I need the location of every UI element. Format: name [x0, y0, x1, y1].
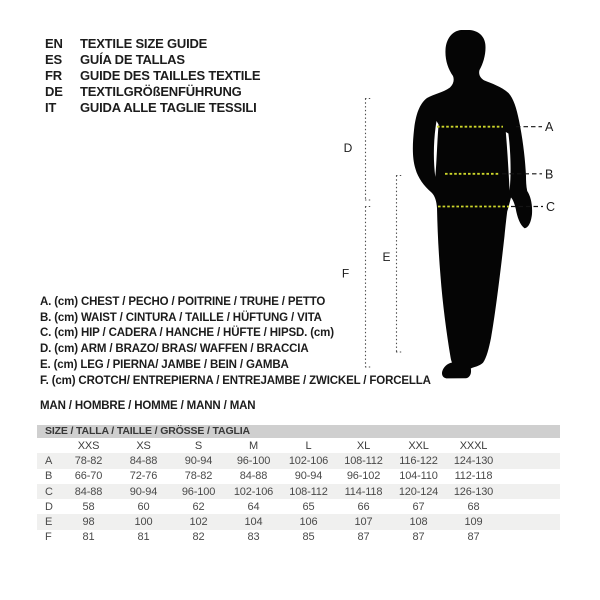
language-code: IT: [45, 100, 57, 115]
cell-e-xxs: 98: [82, 516, 95, 529]
cell-c-l: 108-112: [289, 485, 328, 498]
cell-b-m: 84-88: [239, 470, 268, 483]
cell-e-xxl: 108: [409, 516, 428, 529]
cell-f-xxl: 87: [412, 531, 425, 544]
cell-b-xxs: 66-70: [74, 470, 103, 483]
cell-c-xxs: 84-88: [74, 485, 103, 498]
measure-line-e: E. (cm) LEG / PIERNA/ JAMBE / BEIN / GAMBA: [40, 358, 289, 371]
col-header-l: L: [305, 439, 312, 452]
measure-line-d: D. (cm) ARM / BRAZO/ BRAS/ WAFFEN / BRACCIA: [40, 343, 309, 356]
cell-a-s: 90-94: [184, 454, 213, 467]
language-code: ES: [45, 52, 62, 67]
cell-a-xxs: 78-82: [74, 454, 103, 467]
language-row-it: [45, 100, 260, 116]
row-label: C: [45, 485, 53, 498]
cell-b-xs: 72-76: [129, 470, 158, 483]
col-header-xxxl: XXXL: [459, 439, 488, 452]
dimension-lines: [365, 99, 403, 368]
table-row-d: [37, 499, 560, 514]
col-header-xl: XL: [356, 439, 371, 452]
cell-f-m: 83: [247, 531, 260, 544]
cell-f-xs: 81: [137, 531, 150, 544]
language-row-fr: [45, 68, 260, 84]
language-row-de: [45, 84, 260, 100]
col-header-s: S: [194, 439, 203, 452]
language-title: TEXTILE SIZE GUIDE: [80, 36, 208, 51]
cell-d-xxl: 67: [412, 500, 425, 513]
size-table-title: SIZE / TALLA / TAILLE / GRÖSSE / TAGLIA: [37, 425, 560, 438]
size-table: [37, 425, 560, 545]
cell-b-xxxl: 112-118: [454, 470, 493, 483]
table-row-b: [37, 469, 560, 484]
label-arm-d: D: [343, 141, 353, 155]
measure-line-a: A. (cm) CHEST / PECHO / POITRINE / TRUHE / PETTO: [40, 296, 326, 308]
row-label: A: [45, 454, 53, 467]
label-chest-a: A: [545, 120, 554, 134]
language-row-es: [45, 52, 260, 68]
cell-a-xxxl: 124-130: [453, 454, 494, 467]
row-label: F: [45, 531, 52, 544]
cell-e-xxxl: 109: [464, 516, 483, 529]
cell-e-xs: 100: [134, 516, 153, 529]
language-list: [45, 36, 260, 116]
size-table-column-headers: [37, 438, 560, 453]
cell-e-m: 104: [244, 516, 263, 529]
cell-a-xxl: 116-122: [399, 454, 438, 467]
row-label: B: [45, 470, 53, 483]
cell-f-xxxl: 87: [467, 531, 480, 544]
gender-line: MAN / HOMBRE / HOMME / MANN / MAN: [40, 400, 256, 412]
cell-d-l: 65: [302, 500, 315, 513]
label-crotch-f: F: [341, 266, 350, 281]
language-code: DE: [45, 84, 63, 99]
cell-b-l: 90-94: [294, 470, 323, 483]
cell-c-xs: 90-94: [129, 485, 158, 498]
cell-a-xs: 84-88: [129, 454, 158, 467]
language-title: GUIDE DES TAILLES TEXTILE: [80, 68, 261, 83]
cell-e-l: 106: [299, 516, 318, 529]
measure-line-b: B. (cm) WAIST / CINTURA / TAILLE / HÜFTUNG / VITA: [40, 311, 322, 324]
col-header-xxl: XXL: [408, 439, 429, 452]
row-label: D: [45, 500, 53, 513]
cell-f-xl: 87: [357, 531, 370, 544]
table-row-e: [37, 514, 560, 529]
language-title: GUIDA ALLE TAGLIE TESSILI: [80, 100, 257, 115]
col-header-xxs: XXS: [77, 439, 100, 452]
cell-e-s: 102: [189, 516, 208, 529]
col-header-xs: XS: [136, 439, 151, 452]
cell-d-xl: 66: [357, 500, 370, 513]
row-label: E: [45, 516, 53, 529]
language-code: FR: [45, 68, 62, 83]
cell-d-xxs: 58: [82, 500, 95, 513]
cell-f-xxs: 81: [82, 531, 95, 544]
label-leg-e: E: [382, 250, 391, 264]
cell-c-xxxl: 126-130: [453, 485, 494, 498]
cell-c-m: 102-106: [233, 485, 274, 498]
cell-a-xl: 108-112: [344, 454, 383, 467]
cell-b-xl: 96-102: [346, 470, 381, 483]
cell-a-l: 102-106: [288, 454, 329, 467]
table-row-a: [37, 453, 560, 468]
cell-f-s: 82: [192, 531, 205, 544]
cell-a-m: 96-100: [236, 454, 271, 467]
measure-line-c: C. (cm) HIP / CADERA / HANCHE / HÜFTE / HIPSD. (cm): [40, 327, 334, 340]
label-hip-c: C: [546, 200, 556, 214]
language-title: GUÍA DE TALLAS: [80, 52, 185, 67]
cell-f-l: 85: [302, 531, 315, 544]
cell-c-xl: 114-118: [344, 485, 383, 498]
cell-b-xxl: 104-110: [399, 470, 438, 483]
cell-d-xs: 60: [137, 500, 150, 513]
man-silhouette: [413, 30, 532, 378]
male-silhouette-diagram: [330, 15, 575, 405]
col-header-m: M: [248, 439, 258, 452]
cell-d-m: 64: [247, 500, 260, 513]
table-row-f: [37, 530, 560, 545]
cell-b-s: 78-82: [184, 470, 213, 483]
language-code: EN: [45, 36, 63, 51]
cell-c-xxl: 120-124: [398, 485, 439, 498]
cell-d-s: 62: [192, 500, 205, 513]
cell-d-xxxl: 68: [467, 500, 480, 513]
cell-e-xl: 107: [354, 516, 373, 529]
language-row-en: [45, 36, 260, 52]
cell-c-s: 96-100: [181, 485, 216, 498]
language-title: TEXTILGRÖßENFÜHRUNG: [80, 84, 242, 99]
table-row-c: [37, 484, 560, 499]
label-waist-b: B: [545, 167, 554, 182]
measure-line-f: F. (cm) CROTCH/ ENTREPIERNA / ENTREJAMBE / ZWICKEL / FORCELLA: [40, 374, 431, 387]
